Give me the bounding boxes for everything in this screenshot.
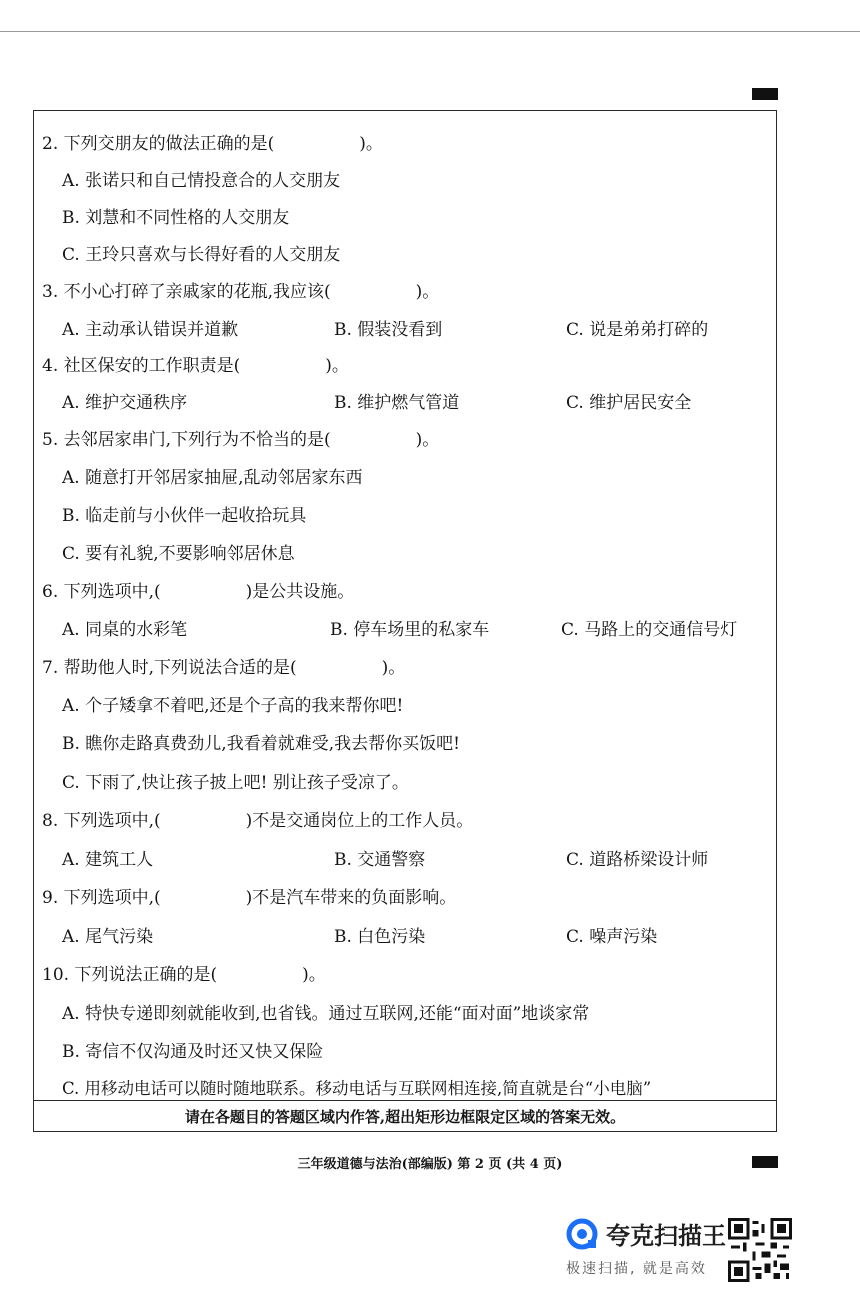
question-option: C. 下雨了,快让孩子披上吧! 别让孩子受凉了。 — [62, 773, 409, 793]
question-stem: 4. 社区保安的工作职责是( )。 — [42, 356, 349, 376]
question-option: A. 特快专递即刻就能收到,也省钱。通过互联网,还能“面对面”地谈家常 — [62, 1004, 590, 1024]
scanner-logo-icon — [566, 1218, 598, 1250]
question-option: C. 道路桥梁设计师 — [566, 850, 709, 870]
question-option: B. 刘慧和不同性格的人交朋友 — [62, 208, 290, 228]
question-option: C. 用移动电话可以随时随地联系。移动电话与互联网相连接,简直就是台“小电脑” — [62, 1079, 652, 1098]
question-option: B. 假装没看到 — [334, 320, 443, 340]
top-scan-edge — [0, 31, 860, 32]
question-option: C. 说是弟弟打碎的 — [566, 320, 709, 340]
question-option: C. 维护居民安全 — [566, 393, 692, 413]
answer-frame — [33, 110, 777, 1132]
question-stem: 2. 下列交朋友的做法正确的是( )。 — [42, 134, 383, 154]
question-option: A. 尾气污染 — [62, 927, 154, 947]
question-option: A. 建筑工人 — [62, 850, 154, 870]
question-stem: 7. 帮助他人时,下列说法合适的是( )。 — [42, 658, 406, 678]
question-option: B. 维护燃气管道 — [334, 393, 460, 413]
question-option: B. 交通警察 — [334, 850, 426, 870]
question-option: B. 瞧你走路真费劲儿,我看着就难受,我去帮你买饭吧! — [62, 734, 460, 754]
question-stem: 3. 不小心打碎了亲戚家的花瓶,我应该( )。 — [42, 282, 440, 302]
question-option: B. 白色污染 — [334, 927, 426, 947]
qr-code-icon — [728, 1218, 792, 1282]
question-stem: 5. 去邻居家串门,下列行为不恰当的是( )。 — [42, 430, 440, 450]
page-footer: 三年级道德与法治(部编版) 第 2 页 (共 4 页) — [297, 1157, 563, 1172]
question-option: B. 停车场里的私家车 — [330, 620, 490, 640]
question-option: A. 个子矮拿不着吧,还是个子高的我来帮你吧! — [62, 696, 404, 716]
top-right-alignment-mark — [752, 88, 778, 100]
question-option: C. 王玲只喜欢与长得好看的人交朋友 — [62, 245, 341, 265]
scanner-slogan: 极速扫描, 就是高效 — [566, 1261, 707, 1277]
scanner-brand-name: 夸克扫描王 — [606, 1222, 726, 1250]
question-stem: 10. 下列说法正确的是( )。 — [42, 965, 326, 985]
question-option: C. 马路上的交通信号灯 — [561, 620, 738, 640]
question-option: A. 主动承认错误并道歉 — [62, 320, 239, 340]
scanner-watermark — [566, 1218, 726, 1284]
question-option: A. 同桌的水彩笔 — [62, 620, 188, 640]
question-option: B. 临走前与小伙伴一起收拾玩具 — [62, 506, 307, 526]
answer-area-notice: 请在各题目的答题区域内作答,超出矩形边框限定区域的答案无效。 — [34, 1100, 776, 1131]
question-stem: 6. 下列选项中,( )是公共设施。 — [42, 582, 355, 602]
question-option: A. 张诺只和自己情投意合的人交朋友 — [62, 171, 341, 191]
question-option: A. 随意打开邻居家抽屉,乱动邻居家东西 — [62, 468, 363, 488]
question-option: B. 寄信不仅沟通及时还又快又保险 — [62, 1042, 324, 1062]
question-option: C. 噪声污染 — [566, 927, 658, 947]
question-stem: 8. 下列选项中,( )不是交通岗位上的工作人员。 — [42, 811, 474, 831]
question-option: A. 维护交通秩序 — [62, 393, 188, 413]
question-stem: 9. 下列选项中,( )不是汽车带来的负面影响。 — [42, 888, 457, 908]
question-option: C. 要有礼貌,不要影响邻居休息 — [62, 544, 295, 564]
